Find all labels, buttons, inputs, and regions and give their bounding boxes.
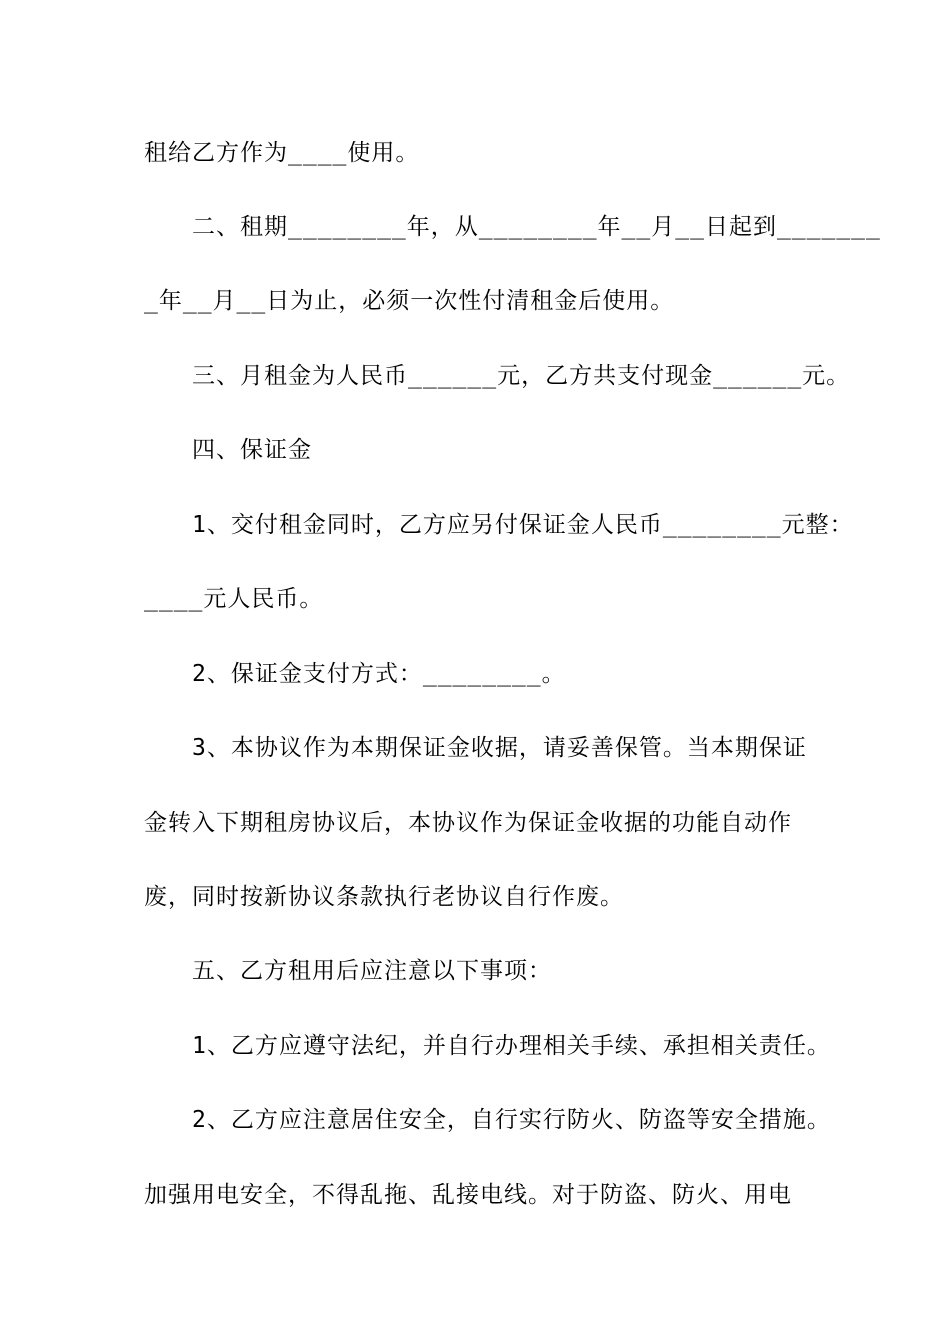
text-line-notice-2: 2、乙方应注意居住安全，自行实行防火、防盗等安全措施。 bbox=[192, 1107, 831, 1133]
text-line-deposit-receipt: 3、本协议作为本期保证金收据，请妥善保管。当本期保证 bbox=[192, 735, 807, 761]
text-line-rent: 三、月租金为人民币______元，乙方共支付现金______元。 bbox=[192, 363, 851, 389]
text-line-deposit-method: 2、保证金支付方式：________。 bbox=[192, 661, 566, 687]
text-line-deposit-receipt-end: 废，同时按新协议条款执行老协议自行作废。 bbox=[144, 884, 624, 910]
text-line-lease-purpose: 租给乙方作为____使用。 bbox=[144, 140, 420, 166]
text-line-deposit-amount: 1、交付租金同时，乙方应另付保证金人民币________元整： bbox=[192, 512, 854, 538]
text-line-term-heading: 二、租期________年，从________年__月__日起到_______ bbox=[192, 214, 881, 240]
text-line-deposit-amount-cont: ____元人民币。 bbox=[144, 586, 324, 612]
text-line-deposit-receipt-cont: 金转入下期租房协议后，本协议作为保证金收据的功能自动作 bbox=[144, 810, 792, 836]
text-line-notice-1: 1、乙方应遵守法纪，并自行办理相关手续、承担相关责任。 bbox=[192, 1033, 831, 1059]
text-line-term-end: _年__月__日为止，必须一次性付清租金后使用。 bbox=[144, 288, 675, 314]
text-line-deposit-heading: 四、保证金 bbox=[192, 437, 312, 463]
text-line-notice-heading: 五、乙方租用后应注意以下事项： bbox=[192, 958, 552, 984]
text-line-notice-2-cont: 加强用电安全，不得乱拖、乱接电线。对于防盗、防火、用电 bbox=[144, 1182, 792, 1208]
